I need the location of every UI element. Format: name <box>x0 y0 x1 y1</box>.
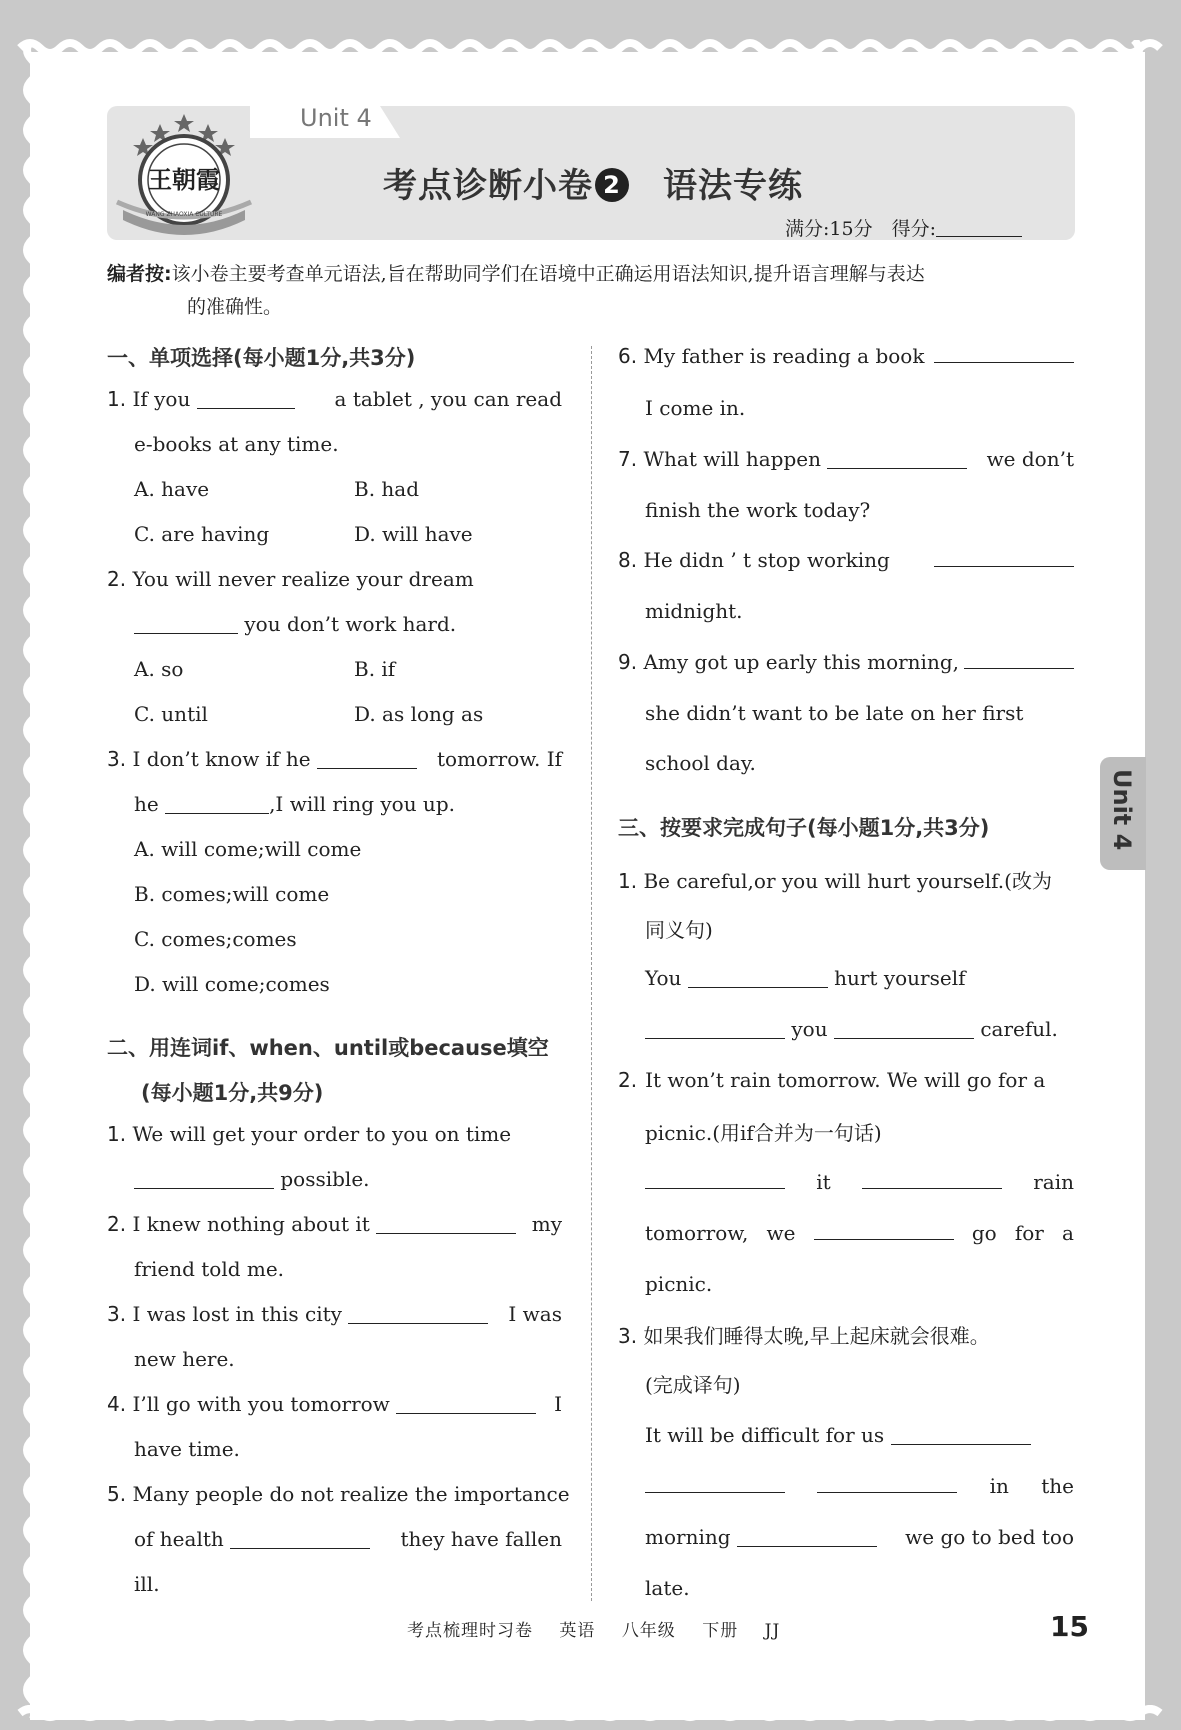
section3-heading: 三、按要求完成句子(每小题1分,共3分) <box>618 816 990 840</box>
s2-q1-line2: possible. <box>134 1167 370 1191</box>
answer-blank[interactable] <box>827 450 967 469</box>
option-a[interactable]: A. have <box>134 477 210 501</box>
q6-line2: I come in. <box>645 396 746 420</box>
editor-note-label: 编者按: <box>107 263 172 285</box>
option-d[interactable]: D. will have <box>354 522 473 546</box>
answer-blank[interactable] <box>834 1020 974 1039</box>
answer-blank[interactable] <box>197 390 295 409</box>
option-b[interactable]: B. comes;will come <box>134 882 330 906</box>
answer-blank[interactable] <box>376 1215 516 1234</box>
answer-blank[interactable] <box>891 1426 1031 1445</box>
s1-q1-line2: e-books at any time. <box>134 432 339 456</box>
section2-heading-line2: (每小题1分,共9分) <box>141 1081 324 1105</box>
option-b[interactable]: B. had <box>354 477 420 501</box>
s1-q2-line2: you don’t work hard. <box>134 612 456 636</box>
section1-heading: 一、单项选择(每小题1分,共3分) <box>107 346 416 370</box>
wavy-border-right <box>1124 40 1144 1720</box>
s2-q1-line1: 1. We will get your order to you on time <box>107 1122 512 1146</box>
s3-q3-line3: It will be difficult for us <box>645 1423 1031 1447</box>
question-number: 1. <box>107 387 127 411</box>
page-number: 15 <box>1050 1610 1089 1643</box>
title-part2: 语法专练 <box>663 166 803 206</box>
s3-q2-line3: it rain <box>645 1170 1074 1194</box>
s3-q3-line5: morning we go to bed too <box>645 1525 1074 1549</box>
title-part1: 考点诊断小卷 <box>383 166 593 206</box>
footer-subject: 英语 <box>559 1621 596 1641</box>
s2-q2-line1: 2. I knew nothing about it my <box>107 1212 562 1236</box>
editor-note-line1: 该小卷主要考查单元语法,旨在帮助同学们在语境中正确运用语法知识,提升语言理解与表达 <box>171 263 925 285</box>
option-d[interactable]: D. will come;comes <box>134 972 330 996</box>
unit-label: Unit 4 <box>300 104 372 132</box>
q6-line1: 6. My father is reading a book <box>618 344 1074 368</box>
answer-blank[interactable] <box>934 548 1074 567</box>
s2-q2-line2: friend told me. <box>134 1257 285 1281</box>
footer-volume: 下册 <box>702 1621 739 1641</box>
side-unit-tab-label: Unit 4 <box>1108 769 1136 851</box>
section2-heading-line1: 二、用连词if、when、until或because填空 <box>107 1036 549 1060</box>
s3-q3-line1: 3. 如果我们睡得太晚,早上起床就会很难。 <box>618 1324 990 1348</box>
s1-q3-line2: he ,I will ring you up. <box>134 792 455 816</box>
s3-q2-line2: picnic.(用if合并为一句话) <box>645 1121 882 1145</box>
answer-blank[interactable] <box>396 1395 536 1414</box>
footer-book: 考点梳理时习卷 <box>407 1621 533 1641</box>
publisher-logo <box>113 110 255 236</box>
s3-q2-line1: 2. It won’t rain tomorrow. We will go for a <box>618 1068 1046 1092</box>
editor-note-line2: 的准确性。 <box>187 296 283 318</box>
s3-q3-line6: late. <box>645 1576 690 1600</box>
answer-blank[interactable] <box>134 1170 274 1189</box>
editor-note <box>107 258 1077 324</box>
s1-q1-line1: 1. If you a tablet , you can read <box>107 387 562 411</box>
score-label: 满分:15分 得分: <box>785 218 936 240</box>
option-c[interactable]: C. until <box>134 702 208 726</box>
footer-edition: JJ <box>764 1621 781 1641</box>
s2-q4-line1: 4. I’ll go with you tomorrow I <box>107 1392 562 1416</box>
s2-q3-line2: new here. <box>134 1347 235 1371</box>
score-blank[interactable] <box>936 218 1022 237</box>
option-d[interactable]: D. as long as <box>354 702 484 726</box>
q7-line2: finish the work today? <box>645 498 871 522</box>
column-divider <box>591 346 592 1601</box>
page-title <box>383 158 803 207</box>
answer-blank[interactable] <box>645 1020 785 1039</box>
wavy-border-top <box>0 38 1181 58</box>
s1-q2-line1: 2. You will never realize your dream <box>107 567 474 591</box>
answer-blank[interactable] <box>814 1221 954 1240</box>
footer-grade: 八年级 <box>621 1621 676 1641</box>
s3-q3-line2: (完成译句) <box>645 1373 741 1397</box>
option-c[interactable]: C. are having <box>134 522 270 546</box>
side-unit-tab[interactable] <box>1100 757 1146 870</box>
s3-q1-line2: 同义句) <box>645 918 713 942</box>
option-c[interactable]: C. comes;comes <box>134 927 297 951</box>
s3-q1-line4: you careful. <box>645 1017 1058 1041</box>
answer-blank[interactable] <box>688 969 828 988</box>
s2-q5-line2: of health they have fallen <box>134 1527 562 1551</box>
logo-ring-text: WANG ZHAOXIA CULTURE <box>145 211 223 218</box>
answer-blank[interactable] <box>230 1530 370 1549</box>
score-line <box>785 214 1022 241</box>
answer-blank[interactable] <box>134 615 238 634</box>
s3-q2-line5: picnic. <box>645 1272 713 1296</box>
q9-line3: school day. <box>645 751 756 775</box>
answer-blank[interactable] <box>737 1528 877 1547</box>
s3-q2-line4: tomorrow, we go for a <box>645 1221 1074 1245</box>
s3-q1-line3: You hurt yourself <box>645 966 966 990</box>
answer-blank[interactable] <box>165 795 269 814</box>
s2-q4-line2: have time. <box>134 1437 240 1461</box>
answer-blank[interactable] <box>964 650 1074 669</box>
footer <box>407 1616 800 1641</box>
answer-blank[interactable] <box>317 750 417 769</box>
q9-line2: she didn’t want to be late on her first <box>645 701 1024 725</box>
wavy-border-left <box>22 40 42 1720</box>
s2-q5-line1: 5. Many people do not realize the importance <box>107 1482 570 1506</box>
answer-blank[interactable] <box>645 1170 785 1189</box>
wavy-border-bottom <box>0 1705 1181 1725</box>
option-a[interactable]: A. so <box>134 657 184 681</box>
answer-blank[interactable] <box>645 1474 785 1493</box>
s3-q1-line1: 1. Be careful,or you will hurt yourself.(改为 <box>618 869 1052 893</box>
logo-text: 王朝霞 <box>148 165 220 194</box>
answer-blank[interactable] <box>934 344 1074 363</box>
option-a[interactable]: A. will come;will come <box>134 837 362 861</box>
s2-q3-line1: 3. I was lost in this city I was <box>107 1302 562 1326</box>
s2-q5-line3: ill. <box>134 1572 160 1596</box>
option-b[interactable]: B. if <box>354 657 396 681</box>
q9-line1: 9. Amy got up early this morning, <box>618 650 1074 674</box>
q7-line1: 7. What will happen we don’t <box>618 447 1074 471</box>
answer-blank[interactable] <box>817 1474 957 1493</box>
q8-line2: midnight. <box>645 599 743 623</box>
q8-line1: 8. He didn ’ t stop working <box>618 548 1074 572</box>
answer-blank[interactable] <box>348 1305 488 1324</box>
s1-q3-line1: 3. I don’t know if he tomorrow. If <box>107 747 562 771</box>
s3-q3-line4: in the <box>645 1474 1074 1498</box>
title-number-badge: 2 <box>595 168 629 202</box>
answer-blank[interactable] <box>862 1170 1002 1189</box>
